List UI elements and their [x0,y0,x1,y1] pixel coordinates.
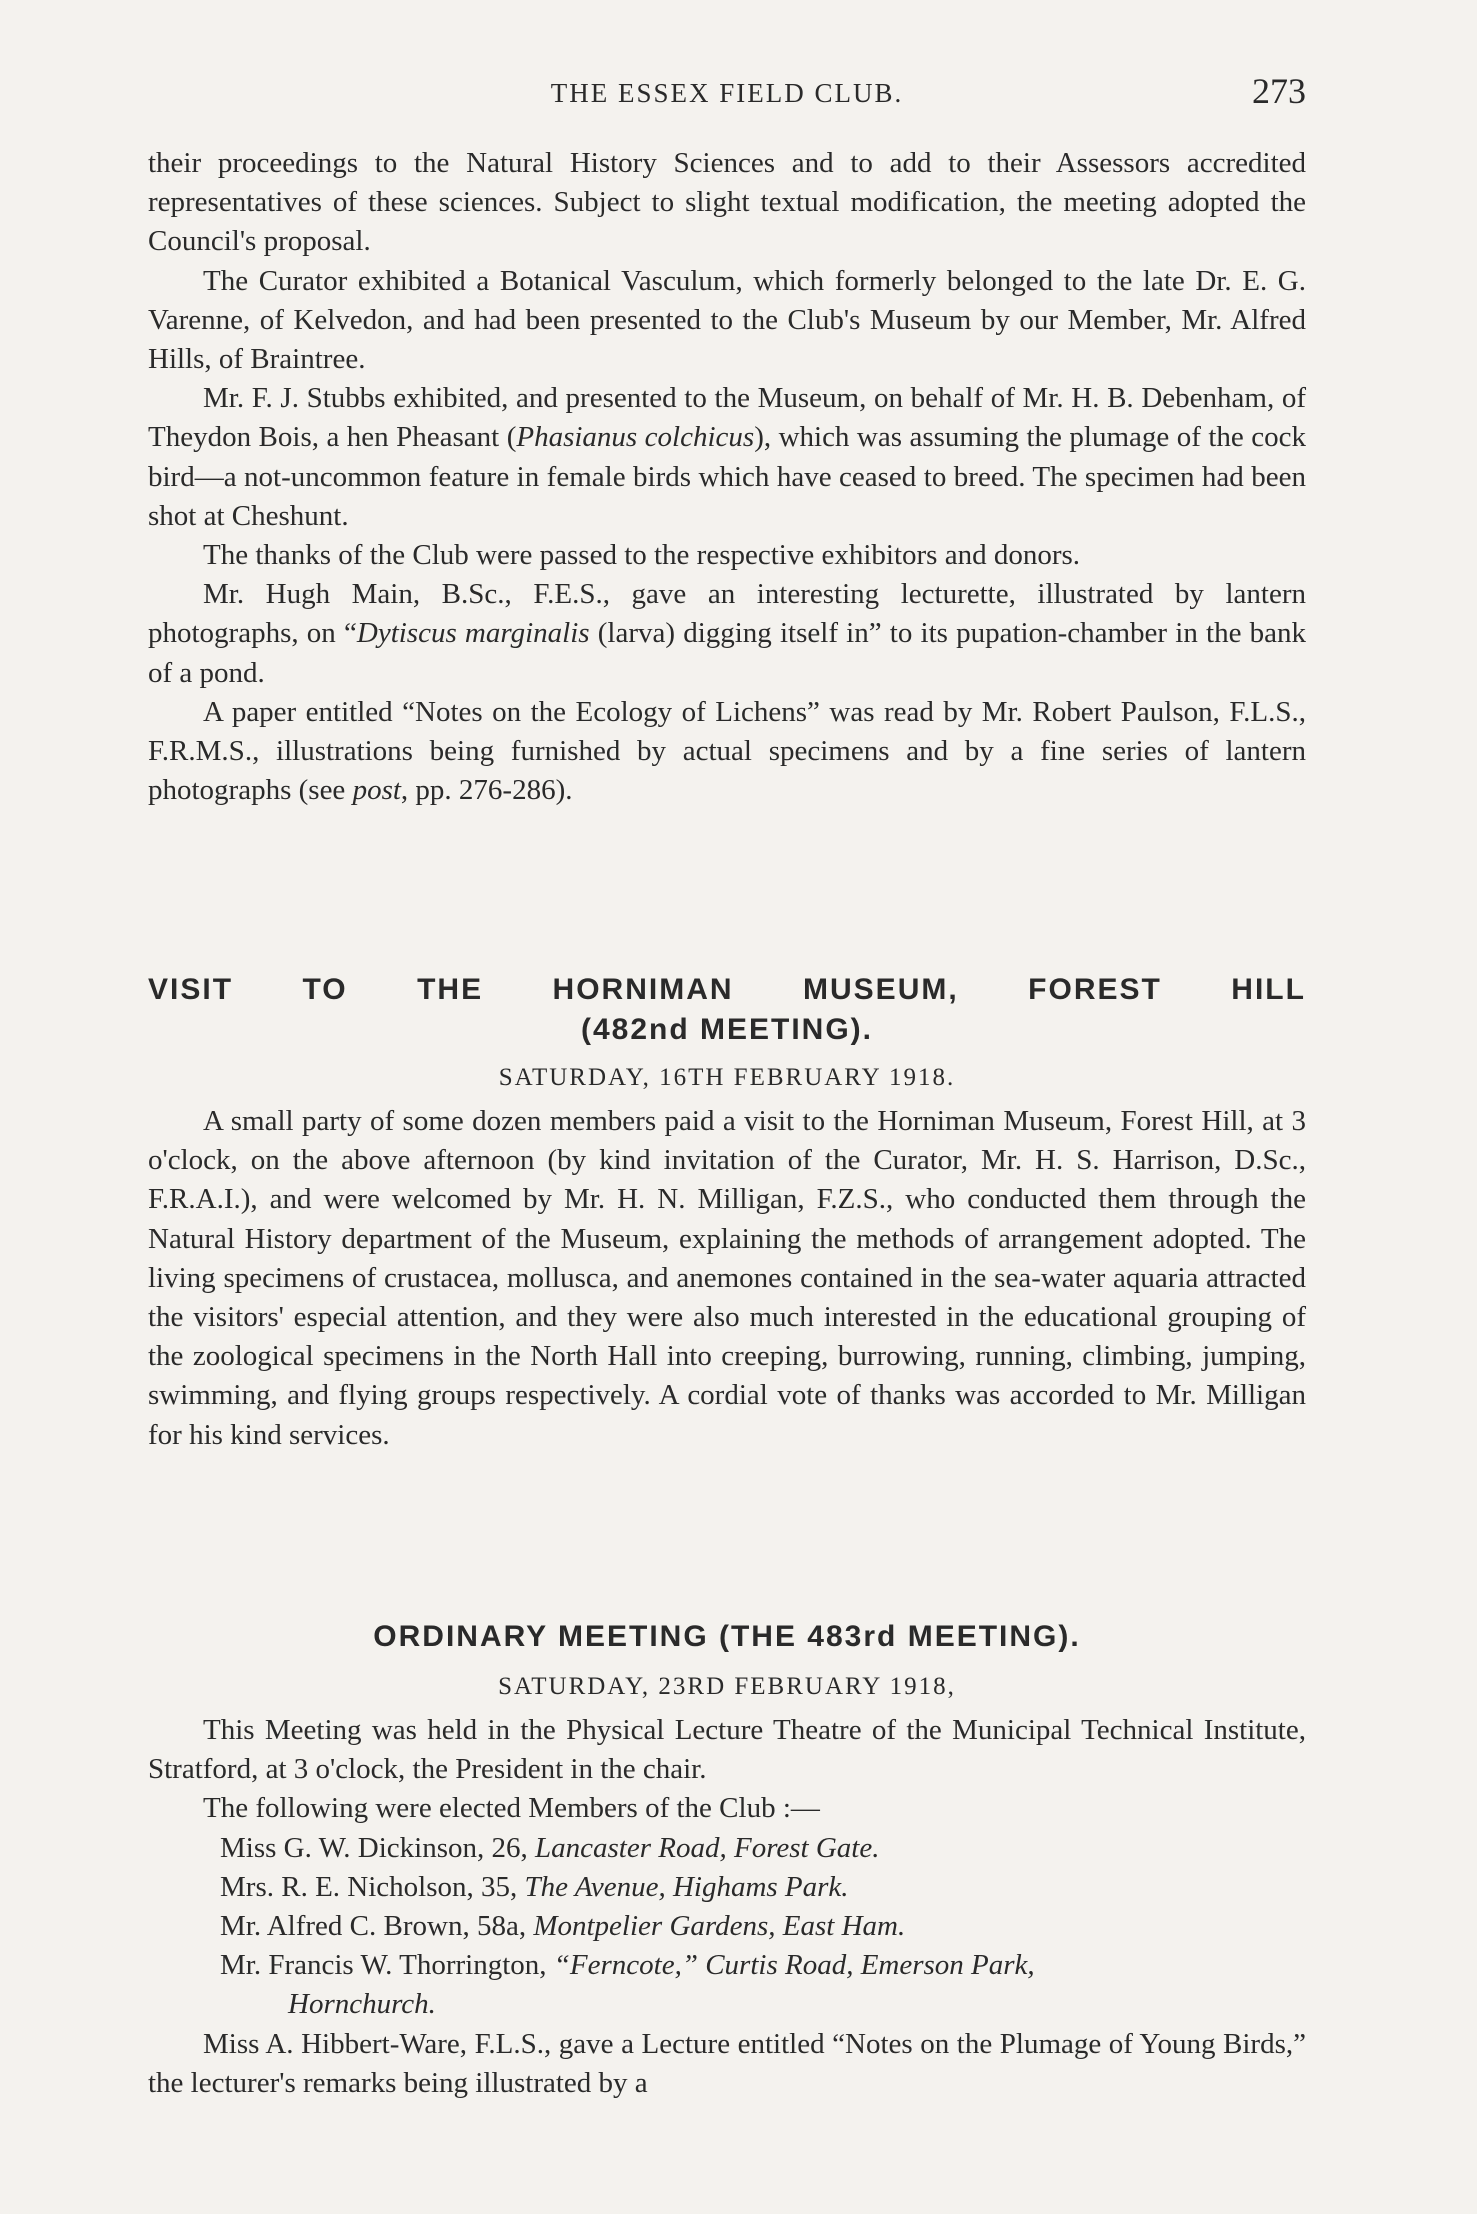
member-name: Mr. Alfred C. Brown, 58a, [220,1910,534,1943]
text-run: A paper entitled “Notes on the Ecology of Lichens” was read by Mr. Robert Paulson, F.L.S., F.R.M.S., illustrations being furnished by actual specimens and by a fine series of lantern photographs (see [148,695,1306,807]
member-name: Mr. Francis W. Thorrington, [220,1949,554,1982]
paragraph-lichens [148,693,1306,811]
heading-word: MUSEUM, [803,973,959,1006]
member-name: Miss G. W. Dickinson, 26, [220,1831,536,1864]
member-address: The Avenue, Highams Park. [524,1870,849,1903]
dateline-visit: SATURDAY, 16TH FEBRUARY 1918. [498,1064,956,1091]
paragraph-vasculum: The Curator exhibited a Botanical Vasculum, which formerly belonged to the late Dr. E. G. Varenne, of Kelvedon, and had been presented to the Club's Museum by our Member, Mr. Alfred Hills, of Braintree. [148,264,1306,376]
text-run: Mr. F. J. Stubbs exhibited, and presented to the Museum, on behalf of Mr. H. B. Debenham, of Theydon Bois, a hen Pheasant ( [148,382,1306,454]
text-run: ), which was assuming the plumage of the cock bird—a not-uncommon feature in female birds which have ceased to breed. The specimen had been shot at Cheshunt. [148,421,1306,532]
member-entry-continuation [148,1985,1306,2024]
text-run: Mr. Hugh Main, B.Sc., F.E.S., gave an interesting lecturette, illustrated by lantern photographs, on “ [148,578,1306,650]
paragraph-meeting-place: This Meeting was held in the Physical Lecture Theatre of the Municipal Technical Institute, Stratford, at 3 o'clock, the President in the chair. [148,1714,1306,1786]
section-heading-ordinary: ORDINARY MEETING (THE 483rd MEETING). [373,1620,1081,1653]
member-entry [148,1868,1306,1907]
member-entry [148,1829,1306,1868]
text-run: (larva) digging itself in” to its pupation-chamber in the bank of a pond. [148,617,1306,689]
paragraph-elected: The following were elected Members of the Club :— [203,1792,820,1825]
paragraph-pheasant [148,379,1306,536]
visit-section [148,970,1306,1455]
member-name: Mrs. R. E. Nicholson, 35, [220,1870,525,1903]
member-entry [148,1946,1306,1985]
text-run: , pp. 276-286). [400,774,573,807]
section-heading-visit [148,970,1306,1010]
paragraph-lecture: Miss A. Hibbert-Ware, F.L.S., gave a Lecture entitled “Notes on the Plumage of Young Birds,” the lecturer's remarks being illustrated by a [148,2027,1306,2099]
italic-word: post [352,774,401,807]
section-heading-visit-line2: (482nd MEETING). [580,1013,874,1046]
ordinary-section [148,1617,1306,2103]
italic-species: Dytiscus marginalis [356,617,590,650]
member-address: Montpelier Gardens, East Ham. [533,1910,906,1943]
member-entry [148,1907,1306,1946]
heading-word: HILL [1231,973,1306,1006]
running-head: THE ESSEX FIELD CLUB. [550,78,904,108]
italic-species: Phasianus colchicus [516,421,755,454]
paragraph-lecturette [148,575,1306,693]
member-address: Hornchurch. [288,1988,436,2021]
member-address: Lancaster Road, Forest Gate. [535,1831,880,1864]
heading-word: VISIT [148,973,234,1006]
heading-word: HORNIMAN [552,973,734,1006]
page-header [148,64,1306,124]
top-section [148,144,1306,810]
page-number: 273 [1252,71,1306,111]
dateline-ordinary: SATURDAY, 23RD FEBRUARY 1918, [498,1673,956,1700]
heading-word: TO [302,973,348,1006]
member-address: “Ferncote,” Curtis Road, Emerson Park, [553,1949,1035,1982]
paragraph-continuation: their proceedings to the Natural History Sciences and to add to their Assessors accredited representatives of these sciences. Subject to slight textual modification, the meeting adopted the Council's proposal. [148,147,1306,258]
heading-word: THE [417,973,484,1006]
paragraph-visit: A small party of some dozen members paid a visit to the Horniman Museum, Forest Hill, at 3 o'clock, on the above afternoon (by kind invitation of the Curator, Mr. H. S. Harrison, D.Sc., F.R.A.I.), and were welcomed by Mr. H. N. Milligan, F.Z.S., who conducted them through the Natural History department of the Museum, explaining the methods of arrangement adopted. The living specimens of crustacea, mollusca, and anemones contained in the sea-water aquaria attracted the visitors' especial attention, and they were also much interested in the educational grouping of the zoological specimens in the North Hall into creeping, burrowing, running, climbing, jumping, swimming, and flying groups respectively. A cordial vote of thanks was accorded to Mr. Milligan for his kind services. [148,1105,1306,1451]
paragraph-thanks: The thanks of the Club were passed to the respective exhibitors and donors. [203,539,1081,572]
heading-word: FOREST [1028,973,1162,1006]
